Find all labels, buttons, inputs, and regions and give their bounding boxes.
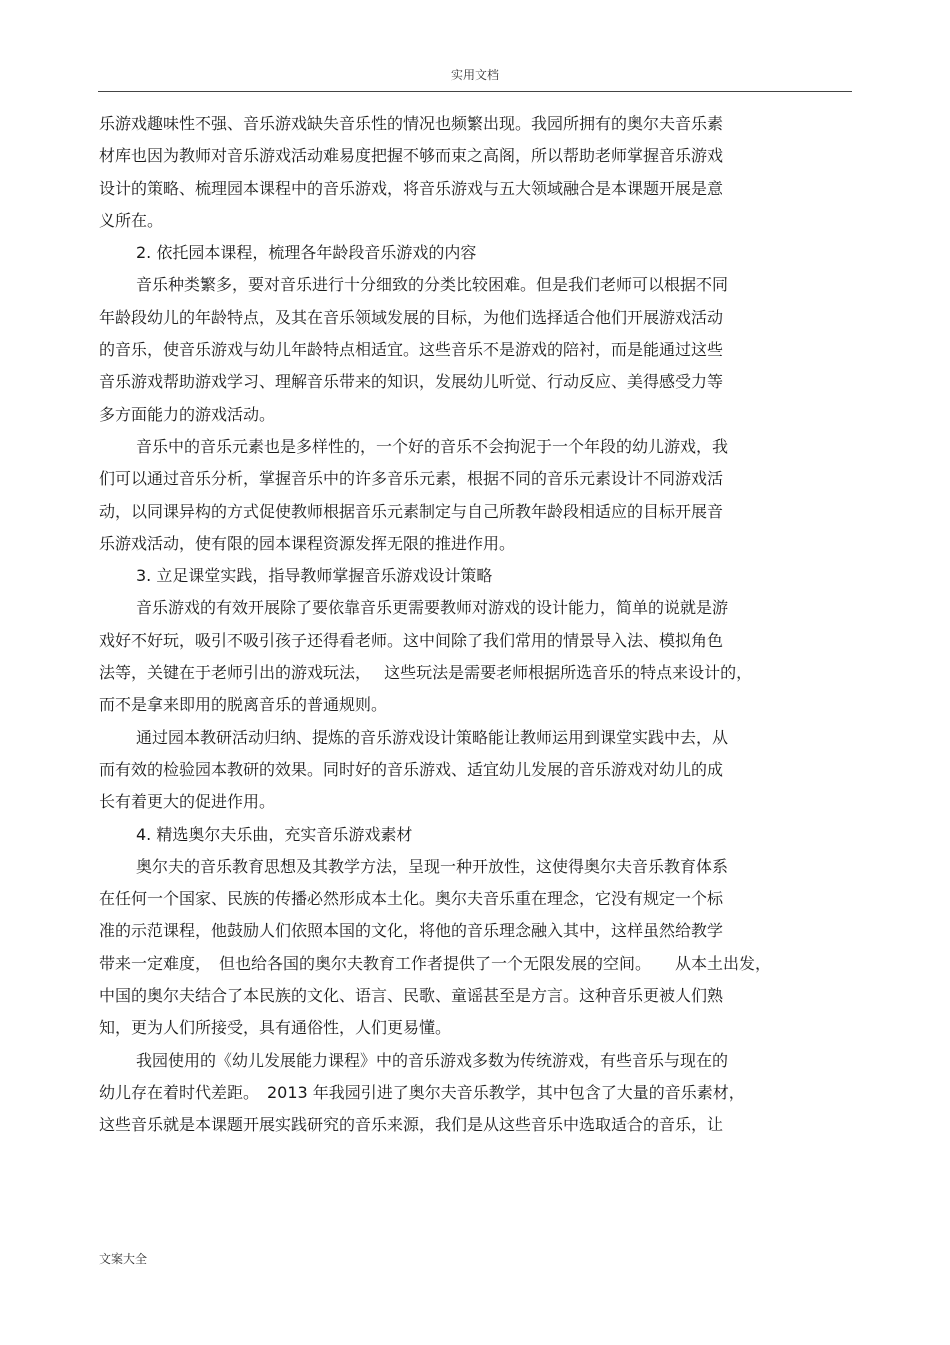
text-line: 2. 依托园本课程，梳理各年龄段音乐游戏的内容 [136,243,477,263]
text-line: 而不是拿来即用的脱离音乐的普通规则。 [99,695,388,715]
text-line: 材库也因为教师对音乐游戏活动难易度把握不够而束之高阁，所以帮助老师掌握音乐游戏 [99,146,724,166]
text-line: 法等，关键在于老师引出的游戏玩法， 这些玩法是需要老师根据所选音乐的特点来设计的， [99,663,753,683]
text-line: 在任何一个国家、民族的传播必然形成本土化。奥尔夫音乐重在理念，它没有规定一个标 [99,889,724,909]
text-line: 中国的奥尔夫结合了本民族的文化、语言、民歌、童谣甚至是方言。这种音乐更被人们熟 [99,986,724,1006]
page-footer: 文案大全 [99,1252,148,1266]
text-line: 而有效的检验园本教研的效果。同时好的音乐游戏、适宜幼儿发展的音乐游戏对幼儿的成 [99,759,724,779]
text-line: 我园使用的《幼儿发展能力课程》中的音乐游戏多数为传统游戏，有些音乐与现在的 [136,1050,729,1070]
header-divider [98,91,852,92]
text-line: 的音乐，使音乐游戏与幼儿年龄特点相适宜。这些音乐不是游戏的陪衬，而是能通过这些 [99,340,724,360]
text-line: 音乐种类繁多，要对音乐进行十分细致的分类比较困难。但是我们老师可以根据不同 [136,275,729,295]
text-line: 们可以通过音乐分析，掌握音乐中的许多音乐元素，根据不同的音乐元素设计不同游戏活 [99,469,724,489]
text-line: 带来一定难度， 但也给各国的奥尔夫教育工作者提供了一个无限发展的空间。 从本土出发， [99,953,772,973]
text-line: 知，更为人们所接受，具有通俗性，人们更易懂。 [99,1018,452,1038]
text-line: 4. 精选奥尔夫乐曲，充实音乐游戏素材 [136,824,413,844]
text-line: 音乐游戏的有效开展除了要依靠音乐更需要教师对游戏的设计能力，简单的说就是游 [136,598,729,618]
text-line: 乐游戏趣味性不强、音乐游戏缺失音乐性的情况也频繁出现。我园所拥有的奥尔夫音乐素 [99,114,724,133]
text-line: 准的示范课程，他鼓励人们依照本国的文化，将他的音乐理念融入其中，这样虽然给教学 [99,921,724,941]
text-line: 音乐游戏帮助游戏学习、理解音乐带来的知识，发展幼儿听觉、行动反应、美得感受力等 [99,372,724,392]
text-line: 乐游戏活动，使有限的园本课程资源发挥无限的推进作用。 [99,533,516,553]
text-line: 戏好不好玩，吸引不吸引孩子还得看老师。这中间除了我们常用的情景导入法、模拟角色 [99,630,724,650]
text-line: 设计的策略、梳理园本课程中的音乐游戏，将音乐游戏与五大领域融合是本课题开展是意 [99,178,724,198]
text-line: 义所在。 [99,210,164,230]
text-line: 通过园本教研活动归纳、提炼的音乐游戏设计策略能让教师运用到课堂实践中去，从 [136,727,729,747]
text-line: 幼儿存在着时代差距。 2013 年我园引进了奥尔夫音乐教学，其中包含了大量的音乐素材， [99,1082,745,1102]
text-line: 年龄段幼儿的年龄特点，及其在音乐领域发展的目标，为他们选择适合他们开展游戏活动 [99,307,724,327]
text-line: 音乐中的音乐元素也是多样性的，一个好的音乐不会拘泥于一个年段的幼儿游戏，我 [136,436,729,456]
page-header: 实用文档 [450,68,499,82]
text-line: 3. 立足课堂实践，指导教师掌握音乐游戏设计策略 [136,566,493,586]
text-line: 多方面能力的游戏活动。 [99,404,276,424]
text-line: 这些音乐就是本课题开展实践研究的音乐来源，我们是从这些音乐中选取适合的音乐，让 [99,1115,724,1135]
document-body [99,108,849,1142]
text-line: 奥尔夫的音乐教育思想及其教学方法，呈现一种开放性，这使得奥尔夫音乐教育体系 [136,856,729,876]
text-line: 动，以同课异构的方式促使教师根据音乐元素制定与自己所教年龄段相适应的目标开展音 [99,501,724,521]
text-line: 长有着更大的促进作用。 [99,792,276,812]
